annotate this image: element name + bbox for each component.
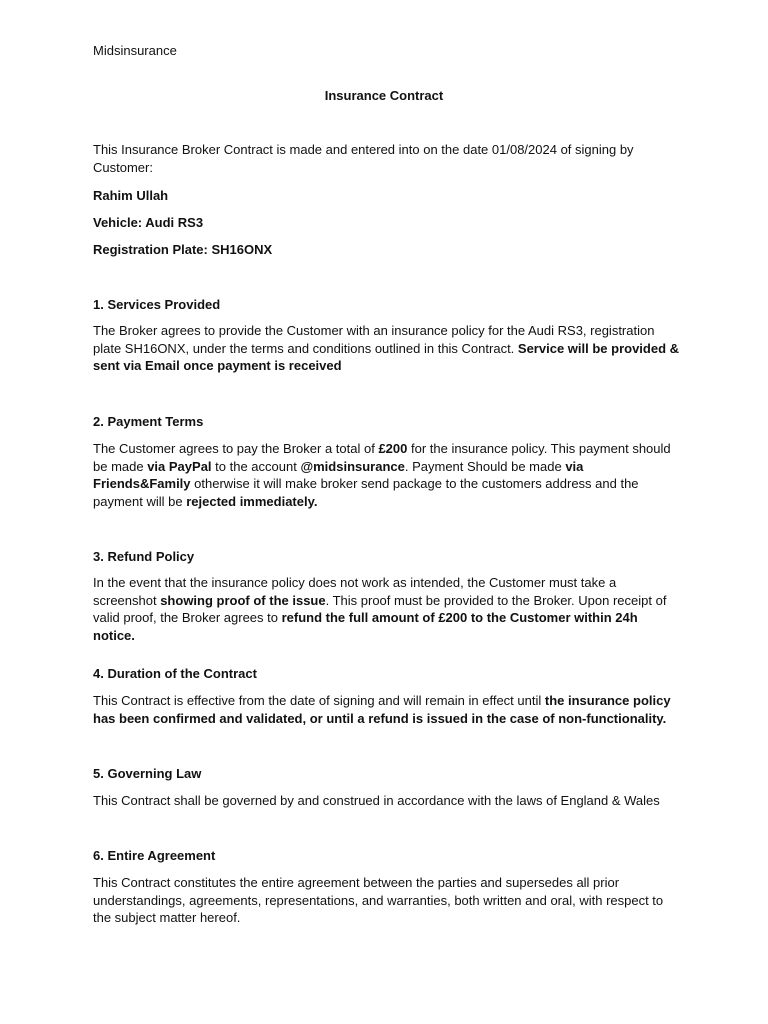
refund-proof: showing proof of the issue xyxy=(160,592,326,608)
section-heading-payment: 2. Payment Terms xyxy=(93,414,204,429)
payment-text-5: otherwise it will make broker send package to the customers address and the payment will be xyxy=(93,476,639,509)
registration-line: Registration Plate: SH16ONX xyxy=(93,242,273,257)
section-body-refund xyxy=(93,574,683,644)
document-title: Insurance Contract xyxy=(324,88,444,103)
section-heading-refund: 3. Refund Policy xyxy=(93,549,195,564)
services-text: The Broker agrees to provide the Customer with an insurance policy for the Audi RS3, registration plate SH16ONX, under the terms and conditions outlined in this Contract. xyxy=(93,323,655,356)
customer-name: Rahim Ullah xyxy=(93,188,169,203)
refund-amount: refund the full amount of £200 to the Customer within 24h notice. xyxy=(93,610,638,643)
section-body-duration xyxy=(93,692,683,727)
services-bold-text: Service will be provided & sent via Email once payment is received xyxy=(93,340,680,374)
duration-text: This Contract is effective from the date of signing and will remain in effect until xyxy=(93,693,545,708)
payment-method: via PayPal xyxy=(147,458,212,474)
payment-text-1: The Customer agrees to pay the Broker a total of xyxy=(93,441,379,456)
payment-account: @midsinsurance xyxy=(300,458,405,474)
payment-text-2: for the insurance policy. This payment should be made xyxy=(93,441,671,474)
payment-text-3: to the account xyxy=(211,458,301,474)
section-heading-services: 1. Services Provided xyxy=(93,297,221,312)
section-heading-duration: 4. Duration of the Contract xyxy=(93,666,257,681)
intro-paragraph: This Insurance Broker Contract is made and entered into on the date 01/08/2024 of signing by Customer: xyxy=(93,142,634,175)
section-heading-agreement: 6. Entire Agreement xyxy=(93,848,216,863)
payment-text-4: . Payment Should be made xyxy=(404,458,566,474)
section-body-law: This Contract shall be governed by and construed in accordance with the laws of England & Wales xyxy=(93,793,660,808)
payment-amount: £200 xyxy=(378,441,408,456)
section-heading-law: 5. Governing Law xyxy=(93,766,202,781)
payment-rejection: rejected immediately. xyxy=(186,493,318,509)
refund-text-2: . This proof must be provided to the Broker. Upon receipt of valid proof, the Broker agrees to xyxy=(93,592,667,626)
section-body-services xyxy=(93,322,683,375)
refund-text-1: In the event that the insurance policy does not work as intended, the Customer must take a screenshot xyxy=(93,575,617,608)
payment-type: via Friends&Family xyxy=(93,458,584,492)
company-header: Midsinsurance xyxy=(93,43,177,58)
duration-bold-text: the insurance policy has been confirmed and validated, or until a refund is issued in the case of non-functionality. xyxy=(93,693,671,726)
section-body-agreement: This Contract constitutes the entire agreement between the parties and supersedes all prior understandings, agreements, representations, and warranties, both written and oral, with respect to the subject matter hereof. xyxy=(93,875,664,926)
vehicle-line: Vehicle: Audi RS3 xyxy=(93,215,204,230)
section-body-payment xyxy=(93,440,683,510)
